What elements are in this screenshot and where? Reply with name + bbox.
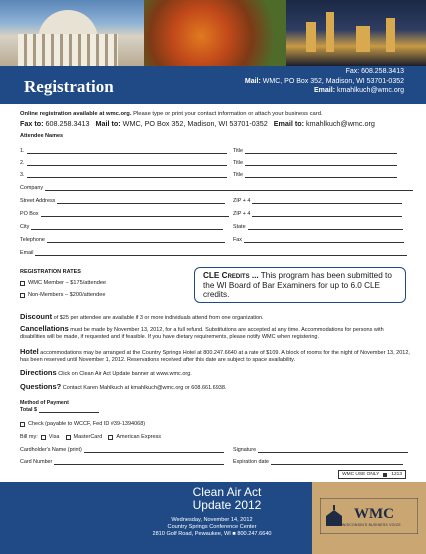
attendee-row[interactable]: 1.	[20, 148, 227, 154]
header-email: Email: kmahlkuch@wmc.org	[314, 87, 404, 94]
logo-tagline: WISCONSIN'S BUSINESS VOICE	[342, 523, 401, 527]
attendee-title-row[interactable]: Title	[233, 160, 397, 166]
city-skyline-photo	[286, 0, 426, 66]
nonmember-rate-option[interactable]: Non-Members – $200/attendee	[20, 292, 105, 298]
amex-checkbox[interactable]	[108, 435, 113, 440]
checkbox[interactable]	[20, 293, 25, 298]
autumn-tree-photo	[144, 0, 286, 66]
questions-note: Questions? Contact Karen Mahlkuch at kmahlkuch@wmc.org or 608.661.6938.	[20, 382, 227, 391]
attendee-row[interactable]: 3.	[20, 172, 227, 178]
check-option[interactable]: Check (payable to WCCF, Fed ID #39-1394068)	[20, 421, 145, 427]
bill-options: Bill my: Visa MasterCard American Express	[20, 434, 162, 440]
page-title: Registration	[24, 77, 114, 96]
expiration-field[interactable]: Expiration date	[233, 459, 403, 465]
rates-heading: REGISTRATION RATES	[20, 269, 81, 275]
total-field[interactable]: Total $	[20, 407, 99, 413]
discount-note: Discount of $25 per attendee are available if 3 or more individuals attend from one organization.	[20, 312, 264, 321]
capitol-photo	[0, 0, 144, 66]
office-use-code: WMC USE ONLY 1213	[338, 470, 406, 479]
directions-note: Directions Click on Clean Air Act Update banner at www.wmc.org.	[20, 368, 192, 377]
company-field[interactable]: Company	[20, 185, 413, 191]
attendee-title-row[interactable]: Title	[233, 148, 397, 154]
visa-checkbox[interactable]	[41, 435, 46, 440]
member-rate-option[interactable]: WMC Member – $175/attendee	[20, 280, 106, 286]
fax-field[interactable]: Fax	[233, 237, 404, 243]
attendee-heading: Attendee Names	[20, 133, 64, 139]
event-title: Clean Air Act Update 2012	[192, 485, 262, 512]
payment-heading: Method of Payment	[20, 400, 69, 406]
cle-credits-box: CLE Credits ... This program has been submitted to the WI Board of Bar Examiners for up to 6.0 CLE credits.	[194, 267, 406, 303]
header-fax: Fax: 608.258.3413	[345, 68, 404, 75]
telephone-field[interactable]: Telephone	[20, 237, 225, 243]
street-field[interactable]: Street Address	[20, 198, 225, 204]
attendee-title-row[interactable]: Title	[233, 172, 397, 178]
state-field[interactable]: State	[233, 224, 403, 230]
mastercard-checkbox[interactable]	[66, 435, 71, 440]
header-photos	[0, 0, 426, 66]
cancellation-note: Cancellations must be made by November 13, 2012, for a full refund. Substitutions are accepted at any time. Accommodations for persons with disabilities will be made, if requested and if feasible. If you have dietary requirements, please notify WMC when registering.	[20, 324, 384, 340]
attendee-row[interactable]: 2.	[20, 160, 227, 166]
square-icon	[383, 473, 387, 477]
email-field[interactable]: Email	[20, 250, 407, 256]
checkbox[interactable]	[20, 422, 25, 427]
cardholder-field[interactable]: Cardholder's Name (print)	[20, 447, 224, 453]
event-info: Wednesday, November 14, 2012 Country Springs Conference Center 2810 Golf Road, Pewaukee, WI ■ 800.247.6640	[152, 517, 272, 537]
zip-field[interactable]: ZIP + 4	[233, 211, 402, 217]
city-field[interactable]: City	[20, 224, 223, 230]
card-number-field[interactable]: Card Number	[20, 459, 224, 465]
square-icon: ■	[232, 531, 236, 537]
online-note: Online registration available at wmc.org. Please type or print your contact information or attach your business card.	[20, 111, 323, 117]
pobox-field[interactable]: PO Box	[20, 211, 229, 217]
checkbox[interactable]	[20, 281, 25, 286]
zip-field[interactable]: ZIP + 4	[233, 198, 402, 204]
hotel-note: Hotel accommodations may be arranged at the Country Springs Hotel at 800.247.6640 at a rate of $109. A block of rooms for the night of November 13, 2012, has been reserved until November 1, 2012. Reservations received after this date are subject to space availability.	[20, 347, 410, 363]
send-options: Fax to: 608.258.3413 Mail to: WMC, PO Box 352, Madison, WI 53701-0352 Email to: kmahlkuch@wmc.org	[20, 119, 375, 128]
logo-name: WMC	[354, 506, 394, 522]
signature-field[interactable]: Signature	[233, 447, 408, 453]
header-contact	[245, 67, 404, 96]
header-mail: Mail: WMC, PO Box 352, Madison, WI 53701-0352	[244, 77, 404, 85]
